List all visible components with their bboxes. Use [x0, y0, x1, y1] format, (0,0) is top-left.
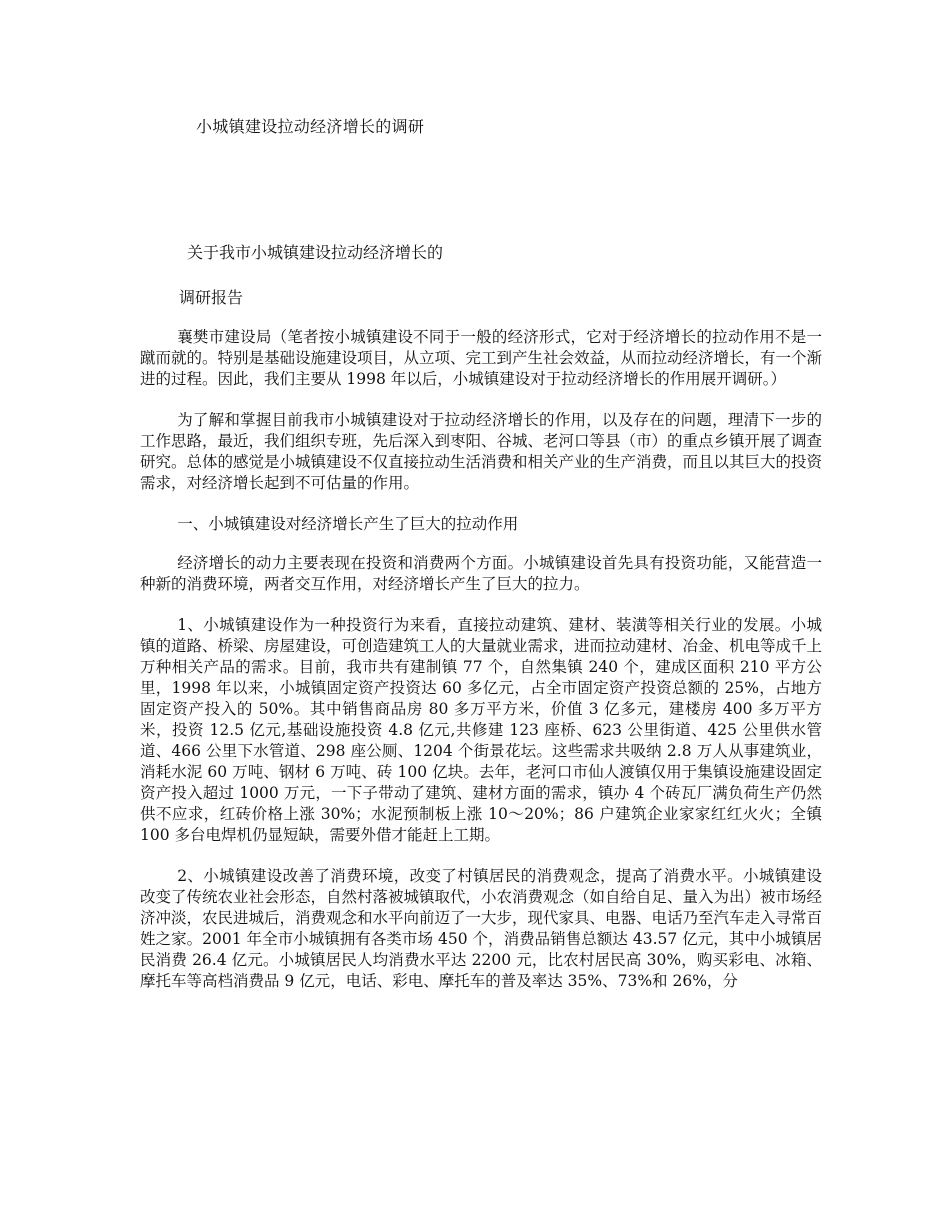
section-heading-1: 一、小城镇建设对经济增长产生了巨大的拉动作用 [177, 515, 519, 533]
intro-paragraph-purpose: 为了解和掌握目前我市小城镇建设对于拉动经济增长的作用，以及存在的问题，理清下一步的工作思路，最近，我们组织专班，先后深入到枣阳、谷城、老河口等县（市）的重点乡镇开展了调查研究。总体的感觉是小城镇建设不仅直接拉动生活消费和相关产业的生产消费，而且以其巨大的投资需求，对经济增长起到不可估量的作用。 [140, 411, 823, 492]
section-1-paragraph-investment: 1、小城镇建设作为一种投资行为来看，直接拉动建筑、建材、装潢等相关行业的发展。小城镇的道路、桥梁、房屋建设，可创造建筑工人的大量就业需求，进而拉动建材、冶金、机电等成千上万种相关产品的需求。目前，我市共有建制镇 77 个，自然集镇 240 个，建成区面积 210 平方公里，1998 年以来，小城镇固定资产投资达 60 多亿元，占全市固定资产投资总额的 25%，占地方固定资产投入的 50%。其中销售商品房 80 多万平方米，价值 3 亿多元，建楼房 400 多万平方米，投资 12.5 亿元,基础设施投资 4.8 亿元,共修建 123 座桥、623 公里街道、425 公里供水管道、466 公里下水管道、298 座公厕、1204 个街景花坛。这些需求共吸纳 2.8 万人从事建筑业，消耗水泥 60 万吨、钢材 6 万吨、砖 100 亿块。去年，老河口市仙人渡镇仅用于集镇设施建设固定资产投入超过 1000 万元，一下子带动了建筑、建材方面的需求，镇办 4 个砖瓦厂满负荷生产仍然供不应求，红砖价格上涨 30%；水泥预制板上涨 10～20%；86 户建筑企业家家红红火火；全镇 100 多台电焊机仍显短缺，需要外借才能赶上工期。 [140, 616, 823, 844]
document-body [140, 327, 822, 1012]
section-1-paragraph-consumption: 2、小城镇建设改善了消费环境，改变了村镇居民的消费观念，提高了消费水平。小城镇建设改变了传统农业社会形态，自然村落被城镇取代，小农消费观念（如自给自足、量入为出）被市场经济冲淡，农民进城后，消费观念和水平向前迈了一大步，现代家具、电器、电话乃至汽车走入寻常百姓之家。2001 年全市小城镇拥有各类市场 450 个，消费品销售总额达 43.57 亿元，其中小城镇居民消费 26.4 亿元。小城镇居民人均消费水平达 2200 元，比农村居民高 30%，购买彩电、冰箱、摩托车等高档消费品 9 亿元，电话、彩电、摩托车的普及率达 35%、73%和 26%，分 [140, 867, 823, 990]
report-heading-line-2: 调研报告 [179, 288, 244, 307]
section-1-paragraph-overview: 经济增长的动力主要表现在投资和消费两个方面。小城镇建设首先具有投资功能，又能营造一种新的消费环境，两者交互作用，对经济增长产生了巨大的拉力。 [140, 554, 822, 593]
report-heading-line-1: 关于我市小城镇建设拉动经济增长的 [187, 243, 444, 262]
intro-paragraph-author-note: 襄樊市建设局（笔者按小城镇建设不同于一般的经济形式，它对于经济增长的拉动作用不是一蹴而就的。特别是基础设施建设项目，从立项、完工到产生社会效益，从而拉动经济增长，有一个渐进的过程。因此，我们主要从 1998 年以后，小城镇建设对于拉动经济增长的作用展开调研。） [140, 328, 823, 388]
document-title: 小城镇建设拉动经济增长的调研 [196, 117, 425, 136]
